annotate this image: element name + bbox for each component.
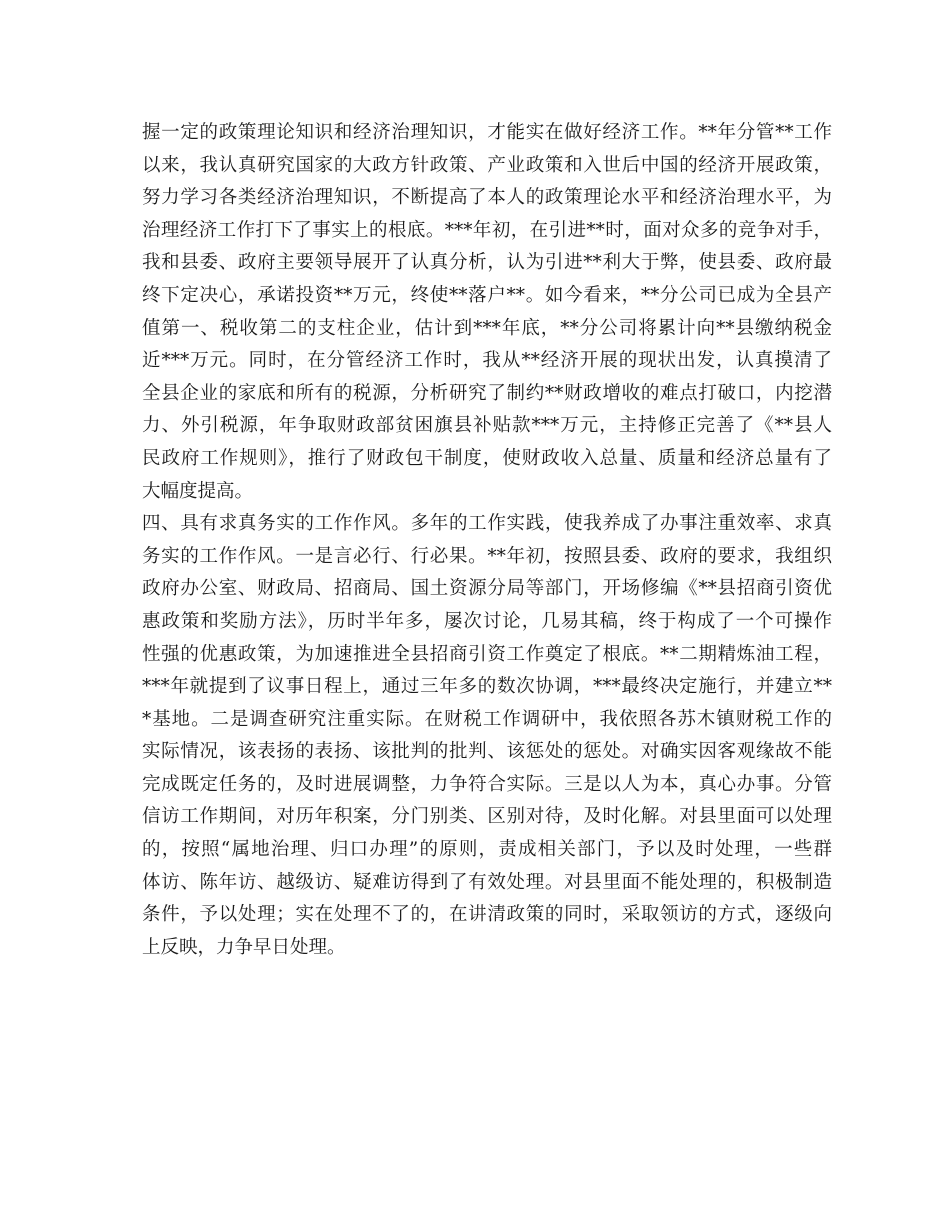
- text-line: 近***万元。同时，在分管经济工作时，我从**经济开展的现状出发，认真摸清了: [142, 350, 832, 372]
- text-line: 政府办公室、财政局、招商局、国土资源分局等部门，开场修编《**县招商引资优: [142, 578, 832, 600]
- text-line: 务实的工作作风。一是言必行、行必果。**年初，按照县委、政府的要求，我组织: [142, 545, 832, 567]
- text-line: 握一定的政策理论知识和经济治理知识，才能实在做好经济工作。**年分管**工作: [142, 122, 832, 143]
- text-line: 终下定决心，承诺投资**万元，终使**落户**。如今看来，**分公司已成为全县产: [142, 284, 832, 306]
- body-text: [142, 117, 832, 964]
- text-line: 全县企业的家底和所有的税源，分析研究了制约**财政增收的难点打破口，内挖潜: [142, 382, 832, 404]
- text-line: 力、外引税源，年争取财政部贫困旗县补贴款***万元，主持修正完善了《**县人: [142, 415, 832, 437]
- text-line: 体访、陈年访、越级访、疑难访得到了有效处理。对县里面不能处理的，积极制造: [142, 871, 832, 893]
- text-line: 努力学习各类经济治理知识，不断提高了本人的政策理论水平和经济治理水平，为: [142, 187, 832, 209]
- text-line: 的，按照“属地治理、归口办理”的原则，责成相关部门，予以及时处理，一些群: [142, 839, 832, 861]
- paragraph-2: [142, 508, 832, 964]
- text-line: *基地。二是调查研究注重实际。在财税工作调研中，我依照各苏木镇财税工作的: [142, 708, 832, 730]
- text-line: 性强的优惠政策，为加速推进全县招商引资工作奠定了根底。**二期精炼油工程，: [142, 643, 832, 665]
- text-line: 实际情况，该表扬的表扬、该批判的批判、该惩处的惩处。对确实因客观缘故不能: [142, 741, 832, 763]
- text-line: 完成既定任务的，及时进展调整，力争符合实际。三是以人为本，真心办事。分管: [142, 773, 832, 795]
- text-line: 以来，我认真研究国家的大政方针政策、产业政策和入世后中国的经济开展政策，: [142, 154, 832, 176]
- text-line: 条件，予以处理；实在处理不了的，在讲清政策的同时，采取领访的方式，逐级向: [142, 904, 832, 926]
- text-line: 治理经济工作打下了事实上的根底。***年初，在引进**时，面对众多的竞争对手，: [142, 219, 832, 241]
- text-line: 上反映，力争早日处理。: [142, 936, 346, 958]
- text-line: 值第一、税收第二的支柱企业，估计到***年底，**分公司将累计向**县缴纳税金: [142, 317, 832, 339]
- text-line: 四、具有求真务实的工作作风。多年的工作实践，使我养成了办事注重效率、求真: [142, 513, 832, 535]
- text-line: 民政府工作规则》，推行了财政包干制度，使财政收入总量、质量和经济总量有了: [142, 447, 832, 469]
- text-line: 信访工作期间，对历年积案，分门别类、区别对待，及时化解。对县里面可以处理: [142, 806, 832, 828]
- text-line: 惠政策和奖励方法》，历时半年多，屡次讨论，几易其稿，终于构成了一个可操作: [142, 610, 832, 632]
- paragraph-1: [142, 117, 832, 508]
- text-line: 大幅度提高。: [142, 480, 254, 502]
- text-line: ***年就提到了议事日程上，通过三年多的数次协调，***最终决定施行，并建立**: [142, 676, 832, 698]
- text-line: 我和县委、政府主要领导展开了认真分析，认为引进**利大于弊，使县委、政府最: [142, 252, 832, 274]
